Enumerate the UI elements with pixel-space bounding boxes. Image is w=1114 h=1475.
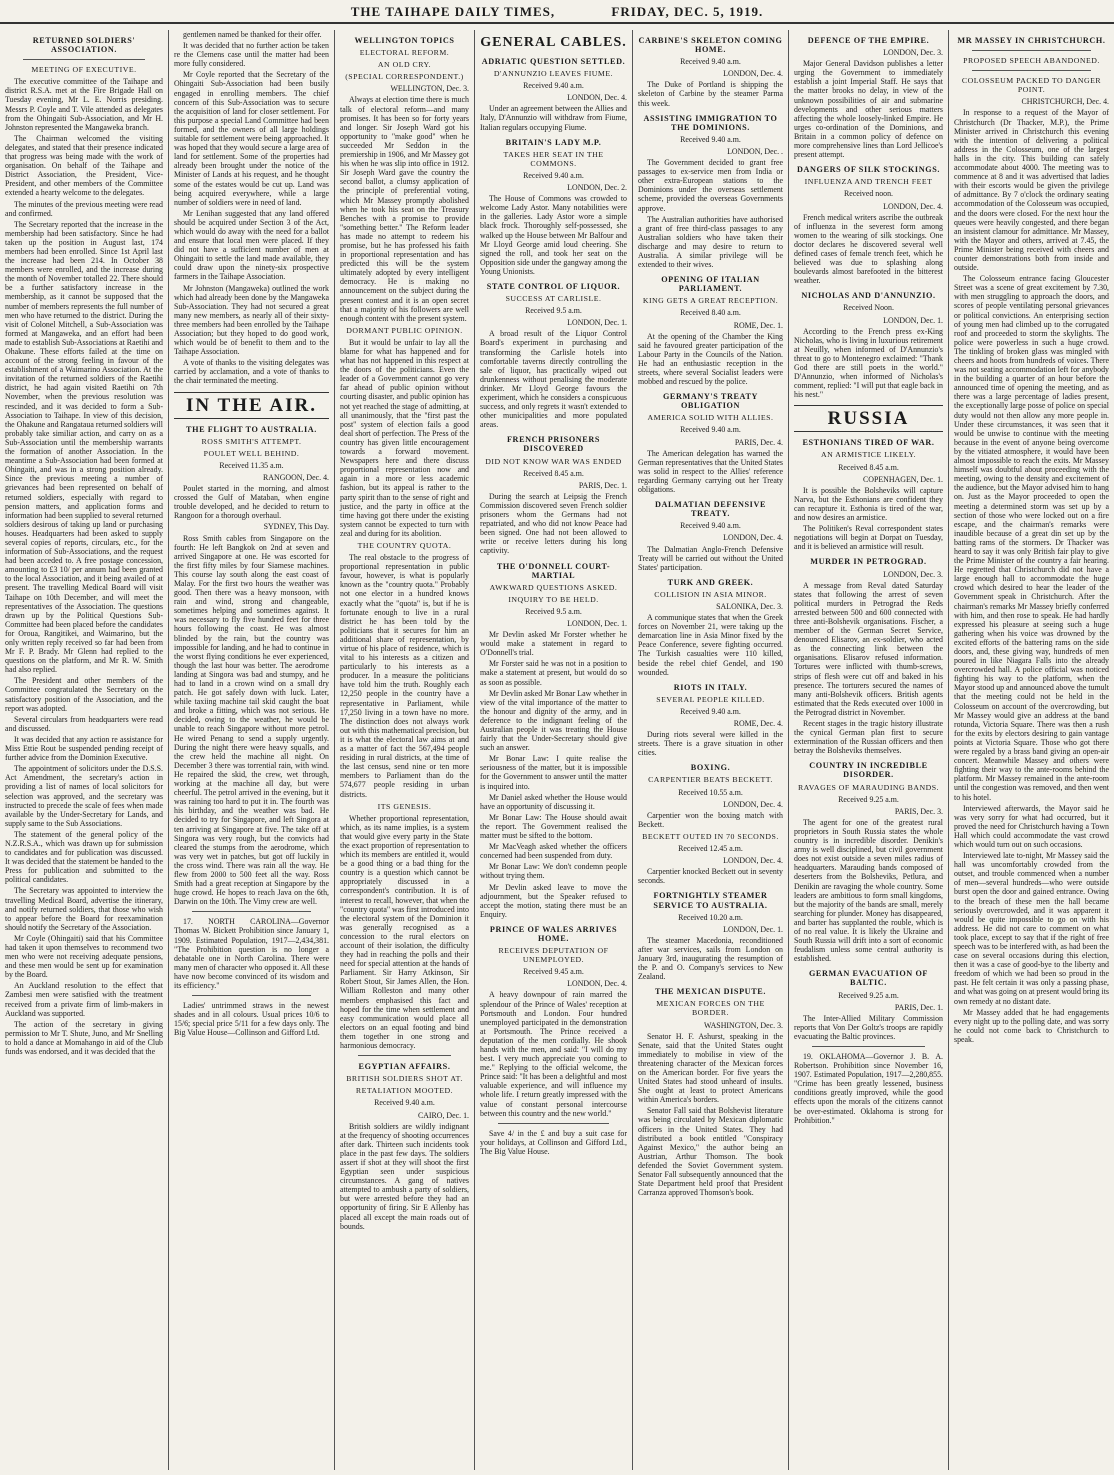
column-3 xyxy=(334,30,474,1470)
subheading: RETALIATION MOOTED. xyxy=(355,1086,454,1096)
received-time: Received 8.40 a.m. xyxy=(680,308,741,318)
article-paragraph: Mr Johnston (Mangaweka) outlined the work which had already been done by the Mangaweka Sub-Association. They had not secured a great many new members, as nearly all of their sixty-three members had been enrolled by the Taihape Association; but they hoped to do good work, which would be of benefit to them and to the Taihape Association. xyxy=(174,283,329,357)
article-paragraph: Carpentier won the boxing match with Beckett. xyxy=(638,810,783,829)
dateline: LONDON, Dec. 4. xyxy=(723,799,783,809)
received-time: Received 10.55 a.m. xyxy=(678,787,743,797)
headline: OPENING OF ITALIAN PARLIAMENT. xyxy=(661,275,760,294)
subheading: POULET WELL BEHIND. xyxy=(203,448,300,458)
headline: ASSISTING IMMIGRATION TO THE DOMINIONS. xyxy=(643,113,778,132)
divider xyxy=(192,995,311,996)
article-paragraph: Mr Devlin asked leave to move the adjournment, but the Speaker refused to accept the motion, stating there must be an Enquiry. xyxy=(480,882,627,919)
dateline: LONDON, Dec. 2. xyxy=(567,183,627,193)
article-paragraph: In response to a request of the Mayor of Christchurch (Dr Thacker, M.P.), the Prime Minister arrived in Christchurch this evening with the intention of delivering a political address in the Colosseum, one of the largest halls in the city. This building can safely accommodate about 4000. The meeting was to commence at 8 and it was advertised that ladies with their escorts would be given the privilege of admittance. By 7 o'clock the ordinary seating accommodation of the Colosseum was occupied, and the doors were closed. For the next hour the queues were heavily congested, and there began an insistent clamour for admittance. Mr Massey, with the Mayor and others, arrived at 7.45, the Prime Minister being received with cheers and counter demonstrations both from inside and outside. xyxy=(954,108,1109,273)
headline: PRINCE OF WALES ARRIVES HOME. xyxy=(489,924,618,943)
received-time: Received 9.40 a.m. xyxy=(680,57,741,67)
article-paragraph: The Colosseum entrance facing Gloucester Street was a scene of great excitement by 7.30, with men struggling to approach the doors, and scores of people ventilating personal grievances or political convictions. An enterprising section of young men had climbed up to the corrugated roof and proceeded to storm the skylights. The police were powerless in such a huge crowd. The tinkling of broken glass was mingled with cheers and hoots from hundreds of voices. There was not seating accommodation left for anybody in the building a quarter of an hour before the announced time of opening the meeting, and as there was a large percentage of ladies present, the exceptionally large posse of police on special duty would not then allow any more people in. Under these circumstances, it was seen that it would be unwise to continue with the meeting because in the event of anyone being overcome by the vitiated atmosphere, it would have been almost impossible to reach the exits. Mr Massey himself was doubtful about proceeding with the meeting, owing to the density and excitement of the audience, but the Mayor advised him to hang on. Just as the Mayor proceeded to open the meeting a determined storm was set up by a section of those who were locked out on a fire escape, and the chairman's remarks were inaudible because of a great din set up by the batting rams of the stormers. Dr Thacker was heard to say it was only British fair play to give the Prime Minister of the country a fair hearing. He regretted that Christchurch did not have a large enough hall to accommodate the huge crowd which desired to hear the leader of the Government speak in Christchurch. After the chairman's remarks Mr Massey briefly conferred with him, and then rose to speak. He had hardly expressed his pleasure at seeing such a huge gathering when his voice was drowned by the excited efforts of the battering rams on the side doors, and, these giving way, hundreds of men poured in like Niagara Falls into the already overcrowded hall. A police official was noticed fighting his way to the platform, when the Mayor stood up and announced above the tumult that the meeting could not be held in the Colosseum on account of the overcrowding, but Mr Massey would give an address at the band rotunda, Victoria Square. There was then a rush for the exits by electors desiring to gain vantage points at Victoria Square. Those who got there were regaled by a brass band giving an open-air concert. Meanwhile Massey and others were fighting their way to the ante-rooms behind the platform. Mr Massey remained in the ante-room until the congestion was removed, and then went to his hotel. xyxy=(954,274,1109,802)
article-paragraph: The House of Commons was crowded to welcome Lady Astor. Many notabilities were in the galleries. Lady Astor wore a simple black frock. Thoroughly self-possessed, she walked up the House between Mr Balfour and Mr Lloyd George amid loud cheering. She signed the roll, and took her seat on the Opposition side under the gangway among the Young Unionists. xyxy=(480,194,627,276)
section-banner: IN THE AIR. xyxy=(174,392,329,419)
divider xyxy=(192,911,311,912)
article-paragraph: A heavy downpour of rain marred the splendour of the Prince of Wales' reception at Portsmouth and London. Four hundred unemployed participated in the demonstration at Portsmouth. The Prince received a deputation of the men cordially. He shook hands with the men, and said: "I will do my best. I very much appreciate you coming to me." Replying to the official welcome, the Prince said: "It has been a delightful and most valuable experience, and will influence my whole life. I return greatly impressed with the value of constant personal intercourse between this country and the new world." xyxy=(480,990,627,1118)
received-time: Received 8.45 a.m. xyxy=(838,462,899,472)
received-time: Received Noon. xyxy=(843,303,894,313)
article-paragraph: Major General Davidson publishes a letter urging the Government to immediately establish a joint Imperial Staff. He says that the matter brooks no delay, in view of the unknown possibilities of air and submarine developments and other serious matters affecting the whole loosely-linked Empire. He urges co-ordination of the Dominions, and Britain in a common policy of defence on more comprehensive lines than Lord Jellicoe's present attempt. xyxy=(794,59,943,160)
newspaper-title: THE TAIHAPE DAILY TIMES, xyxy=(350,4,556,19)
article-paragraph: An Auckland resolution to the effect that Zambesi men were satisfied with the treatment received from a private firm of limb-makers in Auckland was supported. xyxy=(5,981,163,1018)
article-paragraph: A broad result of the Liquor Control Board's experiment in purchasing and transforming the Carlisle hotels into comfortable taverns directly controlling the sale of liquor, has practically wiped out drunkenness without penalising the moderate drinker. Mr Lloyd George favours the experiment, which he considers a conspicuous success, and only regrets it wasn't extended to other municipalities and more populated areas. xyxy=(480,329,627,430)
article-paragraph: Several circulars from headquarters were read and discussed. xyxy=(5,714,163,733)
subheading: PROPOSED SPEECH ABANDONED. xyxy=(963,56,1100,66)
column-4 xyxy=(474,30,632,1470)
headline: CARBINE'S SKELETON COMING HOME. xyxy=(638,36,783,55)
received-time: Received 9.40 a.m. xyxy=(374,1098,435,1108)
subheading: D'ANNUNZIO LEAVES FIUME. xyxy=(493,69,614,79)
byline: (SPECIAL CORRESPONDENT.) xyxy=(345,72,464,82)
article-paragraph: French medical writers ascribe the outbreak of influenza in the severest form among women to the wearing of silk stockings. One doctor declares he discovered several well defined cases of female trench feet, which he believed was due to splashing along boulevards almost barefooted in the bitterest weather. xyxy=(794,212,943,286)
column-7 xyxy=(948,30,1114,1470)
divider xyxy=(23,59,145,60)
column-1 xyxy=(0,30,168,1470)
divider xyxy=(812,1046,925,1047)
subheading: SUCCESS AT CARLISLE. xyxy=(505,294,602,304)
dateline: CAIRO, Dec. 1. xyxy=(417,1110,469,1120)
subheading: KING GETS A GREAT RECEPTION. xyxy=(642,296,779,306)
article-paragraph: Mr Devlin asked Mr Bonar Law whether in view of the vital importance of the matter to the honour and dignity of the army, and in deference to the indignant feeling of the Australian people it was treating the House fairly that the Under-Secretary should give such an answer. xyxy=(480,688,627,753)
article-paragraph: The American delegation has warned the German representatives that the United States was solid in respect to the Allies' reference regarding Germany carrying out her Treaty obligations. xyxy=(638,448,783,495)
headline: MURDER IN PETROGRAD. xyxy=(810,557,927,567)
headline: FRENCH PRISONERS DISCOVERED xyxy=(506,435,601,454)
article-paragraph: The agent for one of the greatest rural proprietors in South Russia states the whole country is in incredible disorder. Denikin's army is well disciplined, but civil government does not exist outside a seven miles radius of headquarters. Marauding bands composed of deserters from the Bolsheviks, Petlura, and Denikin are ravaging the whole country. Some leaders are ambitious to form small kingdoms, but the majority of the bands are small, merely searching for plunder. Money has disappeared, and barter has supplanted the rouble, which is of no real value. It is likely the Ukraine and South Russia will drift into a sort of economic feudalism unless some central authority is established. xyxy=(794,817,943,964)
dateline: LONDON, Dec. 3. xyxy=(883,48,943,58)
article-paragraph: Mr MacVeagh asked whether the officers concerned had been suspended from duty. xyxy=(480,842,627,861)
headline: NICHOLAS AND D'ANNUNZIO. xyxy=(801,291,936,301)
subheading: THE COUNTRY QUOTA. xyxy=(357,540,452,550)
article-paragraph: Mr Bonar Law: We don't condemn people without trying them. xyxy=(480,862,627,881)
advertisement: Ladies' untrimmed straws in the newest shades and in all colours. Usual prices 10/6 to 15/6; special price 5/11 for a few days only. The Big Value House—Collinson and Gifford Ltd. xyxy=(174,1001,329,1038)
received-time: Received 9.45 a.m. xyxy=(523,967,584,977)
article-paragraph: According to the French press ex-King Nicholas, who is living in luxurious retirement at Neuilly, when informed of D'Annunzio's threat to go to Montenegro exclaimed: "Thank God there are still poets in the world." D'Annunzio, when informed of Nicholas's comment, replied: "I will put that eagle back in his nest." xyxy=(794,326,943,400)
article-paragraph: Mr Coyle reported that the Secretary of the Ohingaiti Sub-Association had been busily engaged in enrolling members. The chief concern of this Sub-Association was to secure the acquisition of land for closer settlement. For this purpose a special Land Committee had been formed, and the owners of all large holdings suitable for settlement were being approached. It was hoped that they would secure a large area of land for settlement. Some of the properties had already been brought under the notice of the Minister of Lands at his request, and he thought some of the estates would be cut up. Land was being acquired everywhere, while a large number of soldiers were in need of land. xyxy=(174,70,329,207)
subheading: AWKWARD QUESTIONS ASKED. xyxy=(489,582,618,592)
headline: TURK AND GREEK. xyxy=(667,577,754,587)
divider xyxy=(972,50,1091,51)
section-banner: RUSSIA xyxy=(794,405,943,432)
received-time: Received 9.25 a.m. xyxy=(838,990,899,1000)
article-paragraph: It is possible the Bolsheviks will capture Narva, but the Esthonians are confident they can recapture it. Esthonia is tired of the war, and now desires an armistice. xyxy=(794,485,943,523)
subheading: AMERICA SOLID WITH ALLIES. xyxy=(647,413,774,423)
subheading: COLOSSEUM PACKED TO DANGER POINT. xyxy=(961,76,1102,95)
received-time: Received 9.40 a.m. xyxy=(523,81,584,91)
article-paragraph: Mr Bonar Law: I quite realise the seriousness of the matter, but it is impossible for the Government to answer until the matter is inquired into. xyxy=(480,754,627,791)
article-paragraph: During riots several were killed in the streets. There is a grave situation in other cities. xyxy=(638,730,783,758)
article-paragraph: The Duke of Portland is shipping the skeleton of Carbine by the steamer Parma this week. xyxy=(638,80,783,108)
article-paragraph: The appointment of solicitors under the D.S.S. Act Amendment, the secretary's action in providing a list of names of local solicitors for selection was approved, and the secretary was instructed to precede the scale of fees when made available by the Under-Secretary for Lands, and supply same to the Sub Associations. xyxy=(5,764,163,828)
article-paragraph: Mr Devlin asked Mr Forster whether he would make a statement in regard to O'Donnell's trial. xyxy=(480,630,627,658)
subheading: MEETING OF EXECUTIVE. xyxy=(31,65,137,75)
subheading: SEVERAL PEOPLE KILLED. xyxy=(656,694,765,704)
headline: STATE CONTROL OF LIQUOR. xyxy=(486,281,621,291)
headline: THE O'DONNELL COURT-MARTIAL xyxy=(496,561,611,580)
advertisement: Save 4/ in the £ and buy a suit case for your holidays, at Collinson and Gifford Ltd., The Big Value House. xyxy=(480,1128,627,1156)
subheading: DORMANT PUBLIC OPINION. xyxy=(346,325,463,335)
received-time: Received 12.45 a.m. xyxy=(678,844,743,854)
dateline: LONDON, Dec. 4. xyxy=(723,533,783,543)
article-paragraph: It was decided that no further action be taken re the Clemens case until the matter had been more fully considered. xyxy=(174,41,329,69)
article-paragraph: It was decided that any action re assistance for Miss Ettie Rout be suspended pending receipt of further advice from the Dominion Executive. xyxy=(5,734,163,763)
dateline: WASHINGTON, Dec. 3. xyxy=(704,1020,783,1030)
article-paragraph: The executive committee of the Taihape and district R.S.A. met at the Fire Brigade Hall on Tuesday evening, Mr L. E. Norris presiding. Messrs P. Coyle and T. Vile attended as delegates from the Ohingaiti Sub-Association, and Mr H. Johnston represented the Mangaweka branch. xyxy=(5,77,163,132)
column-5 xyxy=(632,30,788,1470)
article-paragraph: The Inter-Allied Military Commission reports that Von Der Goltz's troops are rapidly evacuating the Baltic provinces. xyxy=(794,1013,943,1041)
headline: FORTNIGHTLY STEAMER SERVICE TO AUSTRALIA. xyxy=(653,891,768,910)
dateline: PARIS, Dec. 1. xyxy=(578,480,627,490)
dateline: LONDON, Dec. 3. xyxy=(883,569,943,579)
received-time: Received 9.40 a.m. xyxy=(680,706,741,716)
masthead xyxy=(0,4,1114,24)
headline: EGYPTIAN AFFAIRS. xyxy=(358,1062,451,1072)
headline: MR MASSEY IN CHRISTCHURCH. xyxy=(957,36,1106,45)
received-time: Received 9.40 a.m. xyxy=(680,425,741,435)
subheading: CARPENTIER BEATS BECKETT. xyxy=(648,775,773,785)
received-time: Received 9.40 a.m. xyxy=(523,170,584,180)
article-paragraph: Whether proportional representation, which, as its name implies, is a system that would give every party in the State the exact proportion of representation to which its members are entitled it, would be a good thing or a bad thing for the country is a question which cannot be appropriately discussed in a correspondent's contribution. It is of interest to recall, however, that when the "country quota" was first introduced into the electoral system of the Dominion it was generally recognised as a concession to the rural electors on account of their isolation, the difficulty they had in reaching the polls and their need for special attention at the hands of Parliament. Sir Harry Atkinson, Sir Robert Stout, Sir James Allen, the Hon. William Rolleston and many other members emphasised this fact and hoped for the time when settlement and easy communication would place all electors on an equal footing and bind them together in one strong and harmonious democracy. xyxy=(340,813,469,1051)
dateline: SALONIKA, Dec. 3. xyxy=(716,601,783,611)
article-paragraph: The Secretary was appointed to interview the travelling Medical Board, advertise the itinerary, and notify returned soldiers, that those who wish to appear before the Board for reexamination should notify the Secretary of the Association. xyxy=(5,886,163,932)
received-time: Received 9.40 a.m. xyxy=(680,134,741,144)
received-time: Received noon. xyxy=(843,189,894,199)
dateline: PARIS, Dec. 1. xyxy=(894,1002,943,1012)
article-paragraph: The Government decided to grant free passages to ex-service men from India or other extra-European stations to the Dominions under the overseas settlement scheme, provided the overseas Governments approve. xyxy=(638,158,783,213)
headline: ADRIATIC QUESTION SETTLED. xyxy=(481,57,626,66)
subheading: COLLISION IN ASIA MINOR. xyxy=(654,589,767,599)
article-paragraph: But it would be unfair to lay all the blame for what has happened and for what has not happened in this respect at the doors of the politicians. Even the leader of a Government cannot go very far ahead of public opinion without courting disaster, and public opinion has not yet reached the stage of admitting, at all unanimously, that the "first past the post" system of election fails a good deal short of perfection. The Press of the country has given little encouragement towards a forward movement. Newspapers here and there discuss proportional representation now and again in a more or less academic fashion, but its appeal is rather to the party spirit than to the sense of right and justice, and the party in office at the time having got there under the existing system cannot be expected to turn with zeal and during for its abolition. xyxy=(340,337,469,538)
headline: RIOTS IN ITALY. xyxy=(673,682,748,692)
article-paragraph: Poulet started in the morning, and almost crossed the Gulf of Mataban, when engine trouble developed, and he decided to return to Rangoon for a thorough overhaul. xyxy=(174,484,329,521)
subheading: BECKETT OUTED IN 70 SECONDS. xyxy=(642,831,779,841)
headline: RETURNED SOLDIERS' ASSOCIATION. xyxy=(32,36,136,55)
article-paragraph: Mr Lenihan suggested that any land offered should be acquired under Section 3 of the Act, which would do away with the need for a ballot and ensure that local men were placed. If they did not have a sufficient number of men at Ohingaiti to settle the land made available, they could draw upon the ninety-six prospective farmers in the Taihape Association. xyxy=(174,208,329,282)
divider xyxy=(358,1055,451,1056)
article-paragraph: Mr Coyle (Ohingaiti) said that his Committee had taken it upon themselves to recommend two men who were not receiving adequate pensions, and these men would be sent up for examination by the Board. xyxy=(5,933,163,980)
headline: COUNTRY IN INCREDIBLE DISORDER. xyxy=(809,761,928,780)
article-paragraph: The real obstacle to the progress of proportional representation in public favour, however, is what is popularly known as the "country quota." Probably not one elector in a hundred knows exactly what the "quota" is, but if he is fortunate enough to live in a rural district he has been told by the politicians that it secures for him an additional share of representation, by virtue of his place of residence, which is vital to his interests as a citizen and particularly to his interests as a producer. In a measure the politicians have told him the truth. Roughly each 12,250 people in the country have a representative in Parliament, while 17,250 living in a town have no more. The distinction does not always work out with this mathematical precision, but it is what the electoral law aims at and as a matter of fact the 567,494 people residing in rural districts, at the time of the last census, send nine or ten more members to Parliament than do the 574,677 people residing in urban districts. xyxy=(340,553,469,799)
subheading: ELECTORAL REFORM. xyxy=(359,48,450,58)
issue-date: FRIDAY, DEC. 5, 1919. xyxy=(611,4,764,19)
article-paragraph: The action of the secretary in giving permission to Mr T. Shute, Juno, and Mr Snelling to hold a dance at Momahango in aid of the Club funds was endorsed, and it was decided that the xyxy=(5,1019,163,1057)
headline: THE MEXICAN DISPUTE. xyxy=(655,987,766,997)
subheading: ITS GENESIS. xyxy=(377,801,432,811)
received-time: Received 9.5 a.m. xyxy=(525,306,582,316)
dateline: ROME, Dec. 1. xyxy=(733,320,783,330)
dateline: LONDON, Dec. . xyxy=(727,146,783,156)
dateline: WELLINGTON, Dec. 3. xyxy=(390,84,469,94)
dateline: ROME, Dec. 4. xyxy=(733,719,783,728)
dateline: LONDON, Dec. 4. xyxy=(723,856,783,866)
received-time: Received 9.25 a.m. xyxy=(838,794,899,804)
headline: DEFENCE OF THE EMPIRE. xyxy=(807,36,930,45)
received-time: Received 9.40 a.m. xyxy=(680,521,741,531)
article-paragraph: Under an agreement between the Allies and Italy, D'Annunzio will withdraw from Fiume, Italian regulars occupying Fiume. xyxy=(480,104,627,132)
dateline: LONDON, Dec. 4. xyxy=(883,201,943,211)
column-2 xyxy=(168,30,334,1470)
subheading: TAKES HER SEAT IN THE COMMONS. xyxy=(503,149,604,168)
received-time: Received 11.35 a.m. xyxy=(219,460,284,470)
subheading: INFLUENZA AND TRENCH FEET xyxy=(804,177,933,187)
article-paragraph: During the search at Leipsig the French Commission discovered seven French soldier prisoners whom the Germans had not repatriated, and who did not know Peace had been signed. One had not been allowed to write or receive letters during his long captivity. xyxy=(480,491,627,556)
received-time: Received 9.5 a.m. xyxy=(525,606,582,616)
headline: WELLINGTON TOPICS xyxy=(354,36,455,45)
section-banner: GENERAL CABLES. xyxy=(480,35,627,50)
article-paragraph: Senator Fall said that Bolshevist literature was being circulated by Mexican diplomatic officers in the United States. They had distributed a book entitled "Conspiracy Against Mexico," the author being an Austrian, Arthur Thomson. The book defended the Soviet Government system. Senator Fall subsequently announced that the State Department held proof that President Carranza approved Thomson's book. xyxy=(638,1106,783,1198)
article-paragraph: British soldiers are wildly indignant at the frequency of shooting occurrences after dark. Thirteen such incidents took place in the past few days. The soldiers assert if shot at they will shoot the first Egyptian seen under suspicious circumstances. A gang of natives attempted to ambush a party of soldiers, but were arrested before they had an opportunity of firing. Sir E Allenby has placed all except the main roads out of bounds. xyxy=(340,1121,469,1231)
article-paragraph: Mr Forster said he was not in a position to make a statement at present, but would do so as soon as possible. xyxy=(480,659,627,687)
dateline: COPENHAGEN, Dec. 1. xyxy=(863,474,943,484)
dateline: LONDON, Dec. 1. xyxy=(883,315,943,325)
article-paragraph: Recent stages in the tragic history illustrate the cynical German plan first to secure extermination of the Russian officers and then betray the Bolsheviks themselves. xyxy=(794,719,943,756)
dateline: CHRISTCHURCH, Dec. 4. xyxy=(1021,97,1109,107)
dateline: SYDNEY, This Day. xyxy=(263,522,329,532)
subheading: DID NOT KNOW WAR WAS ENDED xyxy=(485,456,622,466)
article-paragraph: Mr Bonar Law: The House should await the report. The Government realised the matter must be sifted to the bottom. xyxy=(480,812,627,841)
headline: GERMAN EVACUATION OF BALTIC. xyxy=(808,969,929,988)
received-time: Received 8.45 a.m. xyxy=(523,468,584,478)
article-paragraph: Interviewed late to-night, Mr Massey said the hall was uncomfortably crowded from the outset, and trouble commenced when a number of men—several hundreds—who were outside burst open the door and gained entrance. Owing to the breach of these men the hall became seriously overcrowded, and it was apparent it would be quite impossible to go on with his address. He did not care to comment on what took place, except to say that if the right of free speech was to be interfered with, as had been the case on several occasions during this election, then it was a case of good-bye to the liberty and freedom of which we had been so proud in the past. He felt certain it was only a passing phase, and what was going on at present would bring its own remedy at no distant date. xyxy=(954,851,1109,1006)
subheading: AN ARMISTICE LIKELY. xyxy=(820,450,917,460)
dateline: LONDON, Dec. 4. xyxy=(567,93,627,103)
headline: THE FLIGHT TO AUSTRALIA. xyxy=(186,424,317,434)
article-paragraph: A vote of thanks to the visiting delegates was carried by acclamation, and a vote of thanks to the chair terminated the meeting. xyxy=(174,358,329,386)
headline: DANGERS OF SILK STOCKINGS. xyxy=(797,165,940,175)
dateline: PARIS, Dec. 3. xyxy=(894,806,943,816)
article-paragraph: The Secretary reported that the increase in the membership had been satisfactory. Since he had taken up the position in August last, 174 members had been enrolled. Since 1st April last the increase had been 214. In October 38 members were enrolled, and the increase during the month of November totalled 22. There should be a further satisfactory increase in the membership, as it cannot be supposed that the number of members represents the full number of men who have returned to the district. During the visit of Colonel Mitchell, a Sub-Association was formed at Mangaweka, and an effort had been made to establish Sub-Associations at Raetihi and Ohakune. These efforts failed at the time on account of the strong feeling in favour of the establishment of a Waimarino Association. At the invitation of the returned soldiers of the Raetihi district, he had again visited Raetihi on 7th November, when the previous resolution was rescinded, and it was decided to form a Sub-Association to Taihape. In view of this decision, the Ohakune and Rangataua returned soldiers will probably take similiar action, and carry on as a Sub-Association until the membership warrants the formation of another Association. In the meantime a Sub-Association had been formed at Ohingaiti, and was in a strong position already. Since the previous meeting a number of grievances had been represented on behalf of returned soldiers, especially with regard to pension matters, and application forms and information had been supplied to several returned soldiers desirous of taking up land or purchasing houses. Headquarters had been asked to supply several copies of reports, circulars, etc., for the information of Sub-Associations, and the request had been acceded to. A free postage concession, amounting to £3 10/ per annum had been granted to the local Association, and it being availed of at present. The travelling Medical Board will visit Taihape on 10th December, and will meet the representatives of the Association. The questions drawn up by the Political Questions Sub-Committee had been placed before the candidates for Oroua, Rangitikei, and Waimarino, but the only written reply received so far had been from Mr F. P. Brady. Mr Glenn had replied to the questions on the platform, and Mr R. W. Smith had also replied. xyxy=(5,219,163,675)
article-paragraph: Carpentier knocked Beckett out in seventy seconds. xyxy=(638,867,783,886)
subheading: BRITISH SOLDIERS SHOT AT. xyxy=(346,1074,463,1084)
headline: GERMANY'S TREATY OBLIGATION xyxy=(662,392,759,411)
divider xyxy=(498,1123,609,1124)
headline: DALMATIAN DEFENSIVE TREATY. xyxy=(654,500,767,519)
dateline: LONDON, Dec. 1. xyxy=(723,924,783,934)
subheading: RECEIVES DEPUTATION OF UNEMPLOYED. xyxy=(498,946,609,965)
headline: BOXING. xyxy=(690,763,731,773)
subheading: ROSS SMITH'S ATTEMPT. xyxy=(201,436,302,446)
dateline: LONDON, Dec. 1. xyxy=(567,318,627,328)
article-paragraph: Ross Smith cables from Singapore on the fourth: He left Bangkok on 2nd at seven and arrived Singapore at one. He was escorted for the first fifty miles by four Siamese machines. This course lay south along the east coast of Malay. For the first two hours the weather was good. Then there was a heavy monsoon, with rain and wind, strong and changeable, sometimes helping and sometimes against. It was necessary to fly five hundred feet for three hours following the coast. He was almost blinded by the rain, but the country was impossible for landing, and he had to continue in the worst flying conditions he ever experienced, though the last hour was better. The aerodrome landing at Singora was bad and stumpy, and he had to land in a crown wind on a small dry patch. He got safely down with luck. Later, while taxiing machine tail skid caught the boat and broke a fitting, which was not serious. He decided, owing to the weather, he would be unable to reach Singapore without more petrol. He wired Penang to send a supply urgently. During the night there were heavy squalls, and the crew held the machine all night. On December 3 there was torrential rain, with wind. He repaired the skid, the crew, wet through, working at the machine all day, but were cheerful. The petrol arrived in the evening, but it was raining too hard to put it in. The fourth was his birthday, and the weather was bad. He decided to try for Singapore, and left Singora at ten arriving at Singapore at five. The take off at Singora was very rough, but the convicts had cleared the stumps from the aerodrome, which was very wet in patches, but got off luckily in the cross wind. There was rain all the way. He flew from 2000 to 500 feet all the way. Ross Smith had a great reception at Singapore by the huge crowd. He hopes to reach Java on the 6th, Darwin on the 10th. The Vimy crew are well. xyxy=(174,533,329,907)
article-paragraph: At the opening of the Chamber the King said he favoured greater participation of the Labour Party in the Councils of the Nation. He had an enthusiastic reception in the streets, where several Socialist leaders were mobbed and rescued by the police. xyxy=(638,331,783,387)
dateline: LONDON, Dec. 4. xyxy=(567,979,627,989)
article-paragraph: Mr Massey added that he had engagements every night up to the polling date, and was sorry he could not come back to Christchurch to speak. xyxy=(954,1007,1109,1044)
divider xyxy=(972,70,1091,71)
article-paragraph: Interviewed afterwards, the Mayor said he was very sorry for what had occurred, but it proved the need for Christchurch having a Town Hall which could accommodate the vast crowd which would turn out on such occasions. xyxy=(954,803,1109,849)
article-paragraph: The President and other members of the Committee congratulated the Secretary on the satisfactory position of the Association, and the report was adopted. xyxy=(5,676,163,713)
subheading: AN OLD CRY. xyxy=(377,60,432,70)
dateline: RANGOON, Dec. 4. xyxy=(263,472,329,482)
subheading: MEXICAN FORCES ON THE BORDER. xyxy=(656,999,765,1018)
subheading: INQUIRY TO BE HELD. xyxy=(508,594,599,604)
article-paragraph: The Politiken's Reval correspondent states negotiations will begin at Dorpat on Tuesday, and it is believed an armistice will result. xyxy=(794,524,943,552)
dateline: PARIS, Dec. 4. xyxy=(734,437,783,447)
dateline: LONDON, Dec. 1. xyxy=(567,618,627,628)
article-paragraph: The Chairman welcomed the visiting delegates, and stated that their presence indicated that progress was being made with the work of organisation. On behalf of the Taihape and District Association, the President, Vice-President, and other members of the Committee extended a hearty welcome to the delegates. xyxy=(5,133,163,198)
dateline: LONDON, Dec. 4. xyxy=(723,69,783,79)
advertisement: 19. OKLAHOMA—Governor J. B. A. Robertson. Prohibition since November 16, 1907. Estimated Population, 1917—2,280,855. "Crime has been greatly lessened, business conditions greatly improved, while the good effects upon the morals of the citizens cannot be over-estimated. Oklahoma is strong for Prohibition." xyxy=(794,1052,943,1125)
article-paragraph: A message from Reval dated Saturday states that following the arrest of seven political murders in Petrograd the Reds arrested between 500 and 600 connected with three anti-Bolshevik organisations. Fischer, a member of the German Secret Service, denounced Elisarov, an ex-soldier, who acted as the connecting link between the organisations. Elisarov refused information. Tortures were inflicted with thumb-screws, strips of flesh were cut off and baked in his presence. The torturers secured the names of many anti-Bolshevik officers. British agents estimated that the Reds executed over 1000 in the Petrograd district in November. xyxy=(794,580,943,717)
article-paragraph: The statement of the general policy of the N.Z.R.S.A., which was drawn up for submission to candidates and for publication was discussed. It was decided that the statement be handed to the Press for publication and submitted to the political candidates. xyxy=(5,829,163,885)
article-paragraph: The minutes of the previous meeting were read and confirmed. xyxy=(5,199,163,218)
article-paragraph: Always at election time there is much talk of electoral reform—and many promises. It has been so for forty years and longer. Sir Joseph Ward got his opportunity to "make good" when he succeeded Mr Seddon in the premiership in 1906, and Mr Massey got his when he was slip into office in 1912. Sir Joseph Ward gave the country the second ballot, a clumsy application of the principle of preferential voting, which Mr Massey promptly abolished when he took his seat on the Treasury Benches with a promise to provide "something better." The Reform leader has made no attempt to redeem his promise, but he has professed his faith in proportional representation and has predicted this will be the system ultimately adopted by every intelligent democracy. He is making no announcement on the subject during the present contest and it is an open secret that a majority of his followers are well enough content with the present system. xyxy=(340,95,469,323)
advertisement: 17. NORTH CAROLINA—Governor Thomas W. Bickett Prohibition since January 1, 1909. Estimated Population, 1917—2,434,381. "The Prohibition question is no longer a debatable one in North Carolina. There were many men of character who opposed it. All these have now become convinced of its wisdom and its efficiency." xyxy=(174,917,329,990)
article-paragraph: A communique states that when the Greek forces on November 21, were taking up the demarcation line in Asia Minor fixed by the Peace Conference, severe fighting occurred. The Turkish casualties were 110 killed, beside the rebel chief Gendel, and 190 wounded. xyxy=(638,613,783,677)
subheading: RAVAGES OF MARAUDING BANDS. xyxy=(797,782,940,792)
article-paragraph: gentlemen named be thanked for their offer. xyxy=(183,30,322,39)
column-6 xyxy=(788,30,948,1470)
article-paragraph: The steamer Macedonia, reconditioned after war services, sails from London on January 3rd, inaugurating the resumption of the P. and O. Company's services to New Zealand. xyxy=(638,935,783,982)
article-paragraph: Senator H. F. Ashurst, speaking in the Senate, said that the United States ought immediately to mobilise in view of the threatening character of the Mexican forces on the American border. For five years the United States had stood unheard of insults. She ought at least to protect Americans within America's borders. xyxy=(638,1031,783,1105)
article-paragraph: The Australian authorities have authorised a grant of free third-class passages to any Australian soldiers who have taken their discharge and may desire to return to Australia. A similar privilege will be extended to their wives. xyxy=(638,214,783,270)
article-paragraph: The Dalmatian Anglo-French Defensive Treaty will be carried out without the United States' participation. xyxy=(638,544,783,572)
headline: ESTHONIANS TIRED OF WAR. xyxy=(802,438,935,448)
received-time: Received 10.20 a.m. xyxy=(678,912,743,922)
article-paragraph: Mr Daniel asked whether the House would have an opportunity of discussing it. xyxy=(480,792,627,811)
headline: BRITAIN'S LADY M.P. xyxy=(505,137,602,147)
